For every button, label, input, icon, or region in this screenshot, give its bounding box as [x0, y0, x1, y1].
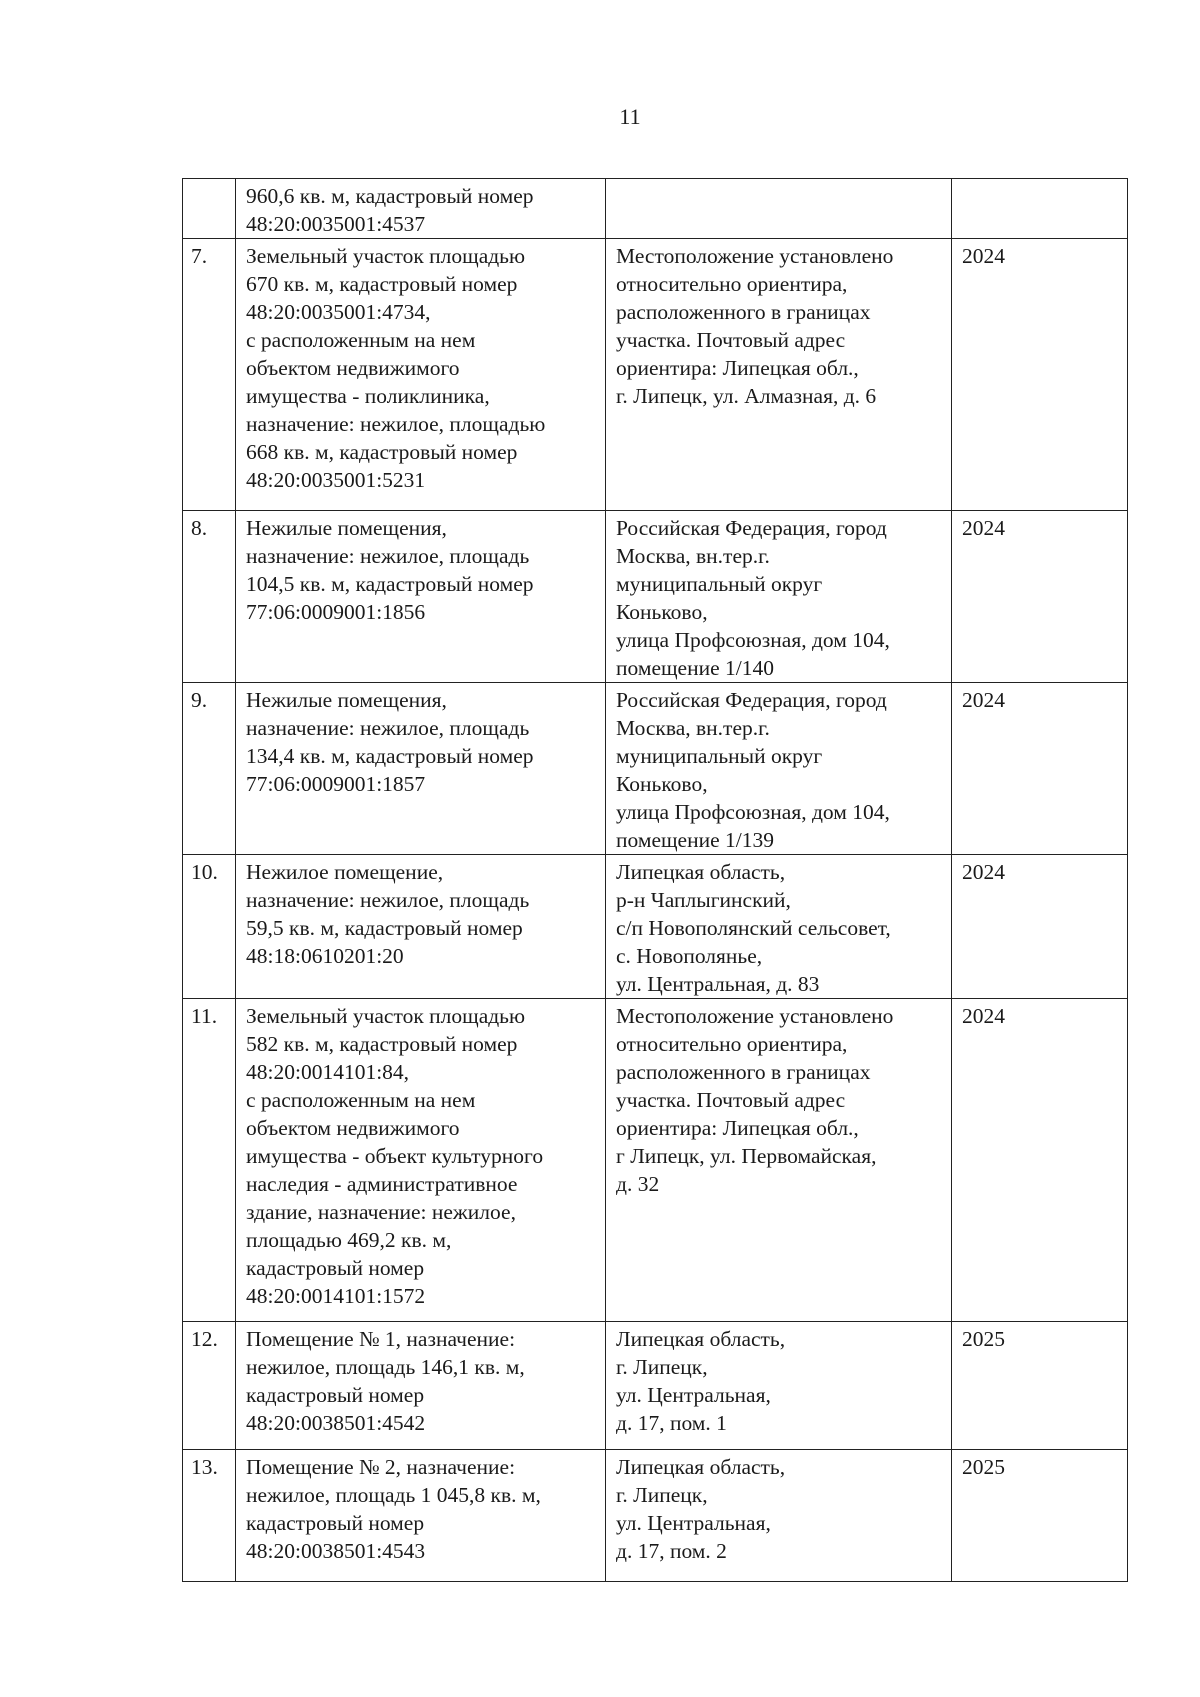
property-description: Земельный участок площадью 582 кв. м, кадастровый номер 48:20:0014101:84, с расположенным на нем объектом недвижимого имущества - объект культурного наследия - административное здание, назначение: нежилое, площадью 469,2 кв. м, кадастровый номер 48:20:0014101:1572: [236, 999, 606, 1322]
table-row: [183, 179, 1128, 239]
year: 2025: [952, 1322, 1128, 1450]
page-number: 11: [619, 104, 641, 129]
row-number: 10.: [183, 855, 236, 999]
property-address: Российская Федерация, город Москва, вн.тер.г. муниципальный округ Коньково, улица Профсоюзная, дом 104, помещение 1/140: [606, 511, 952, 683]
property-address: Российская Федерация, город Москва, вн.тер.г. муниципальный округ Коньково, улица Профсоюзная, дом 104, помещение 1/139: [606, 683, 952, 855]
year: 2024: [952, 855, 1128, 999]
row-number: 11.: [183, 999, 236, 1322]
table-row: [183, 511, 1128, 683]
year: 2024: [952, 239, 1128, 511]
property-address: Липецкая область, г. Липецк, ул. Центральная, д. 17, пом. 2: [606, 1450, 952, 1582]
property-description: 960,6 кв. м, кадастровый номер 48:20:0035001:4537: [236, 179, 606, 239]
table-row: [183, 1322, 1128, 1450]
year: [952, 179, 1128, 239]
year: 2024: [952, 999, 1128, 1322]
property-table: [182, 178, 1128, 1582]
row-number: 13.: [183, 1450, 236, 1582]
property-description: Помещение № 1, назначение: нежилое, площадь 146,1 кв. м, кадастровый номер 48:20:0038501:4542: [236, 1322, 606, 1450]
row-number: [183, 179, 236, 239]
row-number: 7.: [183, 239, 236, 511]
property-address: [606, 179, 952, 239]
year: 2025: [952, 1450, 1128, 1582]
property-address: Местоположение установлено относительно ориентира, расположенного в границах участка. Почтовый адрес ориентира: Липецкая обл., г. Липецк, ул. Алмазная, д. 6: [606, 239, 952, 511]
row-number: 8.: [183, 511, 236, 683]
property-description: Земельный участок площадью 670 кв. м, кадастровый номер 48:20:0035001:4734, с расположенным на нем объектом недвижимого имущества - поликлиника, назначение: нежилое, площадью 668 кв. м, кадастровый номер 48:20:0035001:5231: [236, 239, 606, 511]
row-number: 12.: [183, 1322, 236, 1450]
year: 2024: [952, 511, 1128, 683]
table-row: [183, 239, 1128, 511]
year: 2024: [952, 683, 1128, 855]
property-address: Липецкая область, р-н Чаплыгинский, с/п Новополянский сельсовет, с. Новополянье, ул. Центральная, д. 83: [606, 855, 952, 999]
table-row: [183, 683, 1128, 855]
property-description: Нежилое помещение, назначение: нежилое, площадь 59,5 кв. м, кадастровый номер 48:18:0610201:20: [236, 855, 606, 999]
property-address: Липецкая область, г. Липецк, ул. Центральная, д. 17, пом. 1: [606, 1322, 952, 1450]
property-description: Нежилые помещения, назначение: нежилое, площадь 104,5 кв. м, кадастровый номер 77:06:0009001:1856: [236, 511, 606, 683]
table-row: [183, 1450, 1128, 1582]
table-row: [183, 855, 1128, 999]
property-address: Местоположение установлено относительно ориентира, расположенного в границах участка. Почтовый адрес ориентира: Липецкая обл., г Липецк, ул. Первомайская, д. 32: [606, 999, 952, 1322]
table-row: [183, 999, 1128, 1322]
property-description: Помещение № 2, назначение: нежилое, площадь 1 045,8 кв. м, кадастровый номер 48:20:0038501:4543: [236, 1450, 606, 1582]
row-number: 9.: [183, 683, 236, 855]
property-description: Нежилые помещения, назначение: нежилое, площадь 134,4 кв. м, кадастровый номер 77:06:0009001:1857: [236, 683, 606, 855]
